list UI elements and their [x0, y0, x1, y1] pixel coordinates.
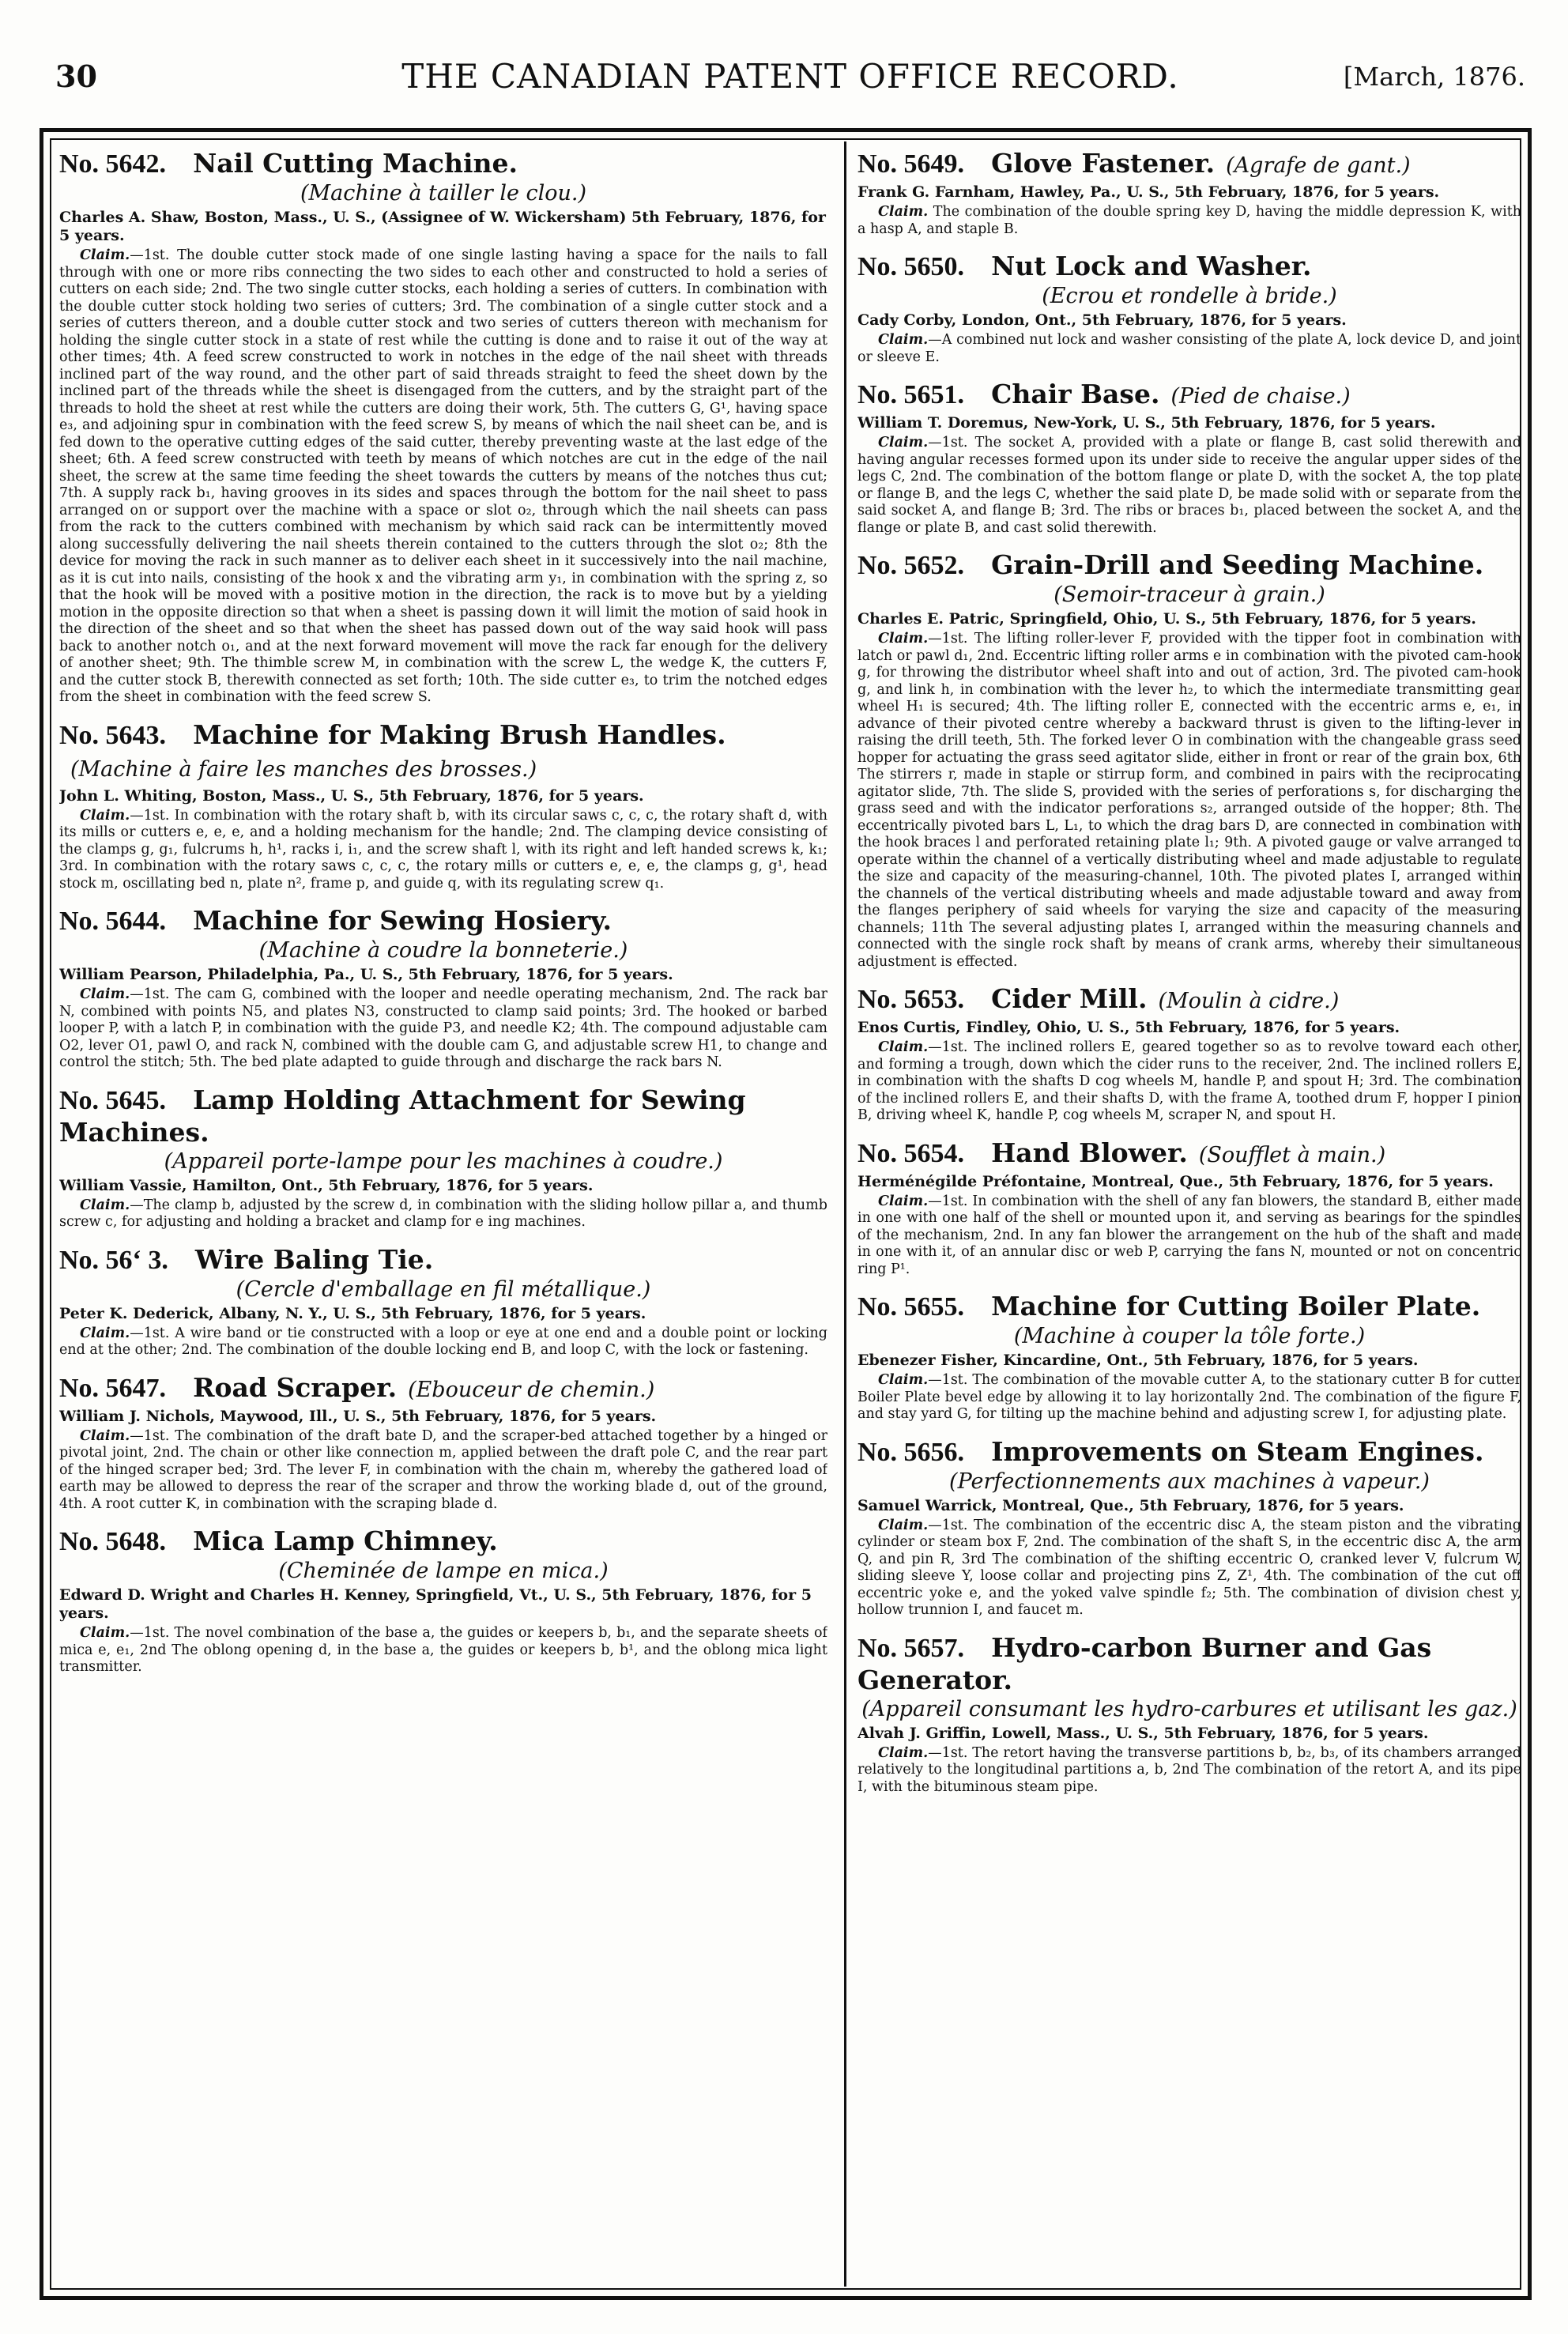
patent-entry	[858, 983, 1521, 1125]
page-title: THE CANADIAN PATENT OFFICE RECORD.	[401, 57, 1179, 96]
patentee-line: Charles E. Patric, Springfield, Ohio, U. S., 5th February, 1876, for 5 years.	[858, 610, 1476, 628]
patent-entry	[858, 251, 1521, 366]
claim-text	[59, 1625, 827, 1676]
claim-text	[59, 1197, 827, 1231]
claim-label: Claim.	[878, 204, 929, 220]
claim-label: Claim.	[878, 435, 929, 451]
patent-entry	[858, 1632, 1521, 1797]
patent-entry	[858, 148, 1521, 238]
patent-entry	[858, 1137, 1521, 1279]
patent-title: Glove Fastener.	[991, 148, 1216, 179]
patent-entry	[59, 148, 827, 707]
entry-heading	[858, 1632, 1521, 1696]
claim-body: —1st. The lifting roller-lever F, provided with the tipper foot in combination with latch or pawl d₁, 2nd. Eccentric lifting roller arms e in combination with the pivoted cam-hook g, for throwing the distributor wheel shaft into and out of action, 3rd. The pivoted cam-hook g, and link h, in combination with the lever h₂, to which the intermediate transmitting gear wheel H₁ is secured; 4th. The lifting roller E, connected with the eccentric arms e, e₁, in advance of their pivoted centre whereby a backward thrust is given to the lifting-lever in raising the drill teeth, 5th. The forked lever O in combination with the changeable grass seed hopper for actuating the grass seed agitator slide, either in front or rear of the grain box, 6th The stirrers r, made in staple or stirrup form, and combined in pairs with the reciprocating agitator slide, 7th. The slide S, provided with the series of perforations s, for discharging the grass seed and with the indicator perforations s₂, arranged outside of the hopper; 8th. The eccentrically pivoted bars L, L₁, to which the drag bars D, are connected in combination with the hook braces l and perforated retaining plate l₁; 9th. A pivoted gauge or valve arranged to operate within the channel of a vertically distributing wheel and made adjustable to regulate the size and capacity of the measuring-channel, 10th. The pivoted plates I, arranged within the channels of the vertical distributing wheels and made adjustable toward and away from the flanges periphery of said wheels for varying the size and capacity of the measuring channels; 11th The several adjusting plates I, arranged within the measuring channels and connected with the single rock shaft by means of crank arms, whereby their simultaneous adjustment is effected.	[858, 631, 1521, 970]
patent-entry	[59, 719, 827, 893]
patentee-line: Edward D. Wright and Charles H. Kenney, Springfield, Vt., U. S., 5th February, 1876, for 5 years.	[59, 1586, 812, 1622]
claim-text	[858, 332, 1521, 366]
patent-number: No. 5657.	[858, 1633, 965, 1663]
patent-entry	[59, 1372, 827, 1514]
page-number: 30	[55, 58, 97, 94]
patentee-line: John L. Whiting, Boston, Mass., U. S., 5th February, 1876, for 5 years.	[59, 786, 644, 805]
patent-title: Nut Lock and Washer.	[991, 251, 1312, 281]
french-title: (Perfectionnements aux machines à vapeur.)	[949, 1469, 1430, 1494]
patent-entry	[59, 1084, 827, 1231]
patent-number: No. 5655.	[858, 1292, 965, 1322]
french-title: (Machine à coudre la bonneterie.)	[258, 938, 628, 963]
page-frame	[40, 128, 1532, 2300]
issue-date: [March, 1876.	[1343, 62, 1525, 92]
claim-body: —1st. The combination of the draft bate D, and the scraper-bed attached together by a hinged or pivotal joint, 2nd. The chain or other like connection m, applied between the draft pole C, and the rear part of the hinged scraper bed; 3rd. The lever F, in combination with the chain m, whereby the gathered load of earth may be allowed to depress the rear of the scraper and throw the working blade d, out of the ground, 4th. A root cutter K, in combination with the scraping blade d.	[59, 1427, 827, 1512]
claim-text	[858, 435, 1521, 537]
patentee-line: Ebenezer Fisher, Kincardine, Ont., 5th February, 1876, for 5 years.	[858, 1352, 1419, 1369]
claim-text	[858, 1372, 1521, 1423]
patent-title: Cider Mill.	[991, 983, 1148, 1014]
patent-number: No. 5645.	[59, 1085, 167, 1115]
entry-heading	[59, 1244, 827, 1276]
patent-title: Nail Cutting Machine.	[193, 148, 518, 179]
entry-heading	[858, 983, 1521, 1017]
claim-body: The combination of the double spring key D, having the middle depression K, with a hasp A, and staple B.	[858, 204, 1521, 237]
claim-label: Claim.	[80, 1197, 130, 1213]
claim-body: —1st. A wire band or tie constructed with a loop or eye at one end and a double point or locking end at the other; 2nd. The combination of the double locking end B, and loop C, with the lock or fastening.	[59, 1325, 827, 1358]
patentee-line: Alvah J. Griffin, Lowell, Mass., U. S., 5th February, 1876, for 5 years.	[858, 1724, 1429, 1742]
patent-number: No. 5644.	[59, 907, 167, 936]
patent-number: No. 5649.	[858, 149, 965, 179]
patentee-line: Charles A. Shaw, Boston, Mass., U. S., (Assignee of W. Wickersham) 5th February, 1876, for 5 years.	[59, 209, 826, 244]
entry-heading	[59, 1084, 827, 1148]
entry-heading	[858, 251, 1521, 283]
patent-entry	[858, 549, 1521, 971]
claim-text	[858, 1518, 1521, 1619]
claim-body: —1st. The novel combination of the base a, the guides or keepers b, b₁, and the separate sheets of mica e, e₁, 2nd The oblong opening d, in the base a, the guides or keepers b, b¹, and the oblong mica light transmitter.	[59, 1625, 827, 1675]
patent-entry	[59, 1525, 827, 1676]
patent-entry	[858, 1291, 1521, 1423]
patentee-line: William J. Nichols, Maywood, Ill., U. S., 5th February, 1876, for 5 years.	[59, 1407, 657, 1425]
claim-label: Claim.	[878, 1372, 929, 1388]
claim-label: Claim.	[80, 1325, 130, 1341]
patent-number: No. 5650.	[858, 252, 965, 281]
patent-title: Machine for Making Brush Handles.	[193, 718, 726, 750]
entry-heading	[59, 1372, 827, 1406]
patentee-line: William Vassie, Hamilton, Ont., 5th February, 1876, for 5 years.	[59, 1176, 594, 1194]
claim-label: Claim.	[878, 631, 929, 647]
patentee-line: Herménégilde Préfontaine, Montreal, Que., 5th February, 1876, for 5 years.	[858, 1172, 1494, 1190]
claim-body: —1st. The inclined rollers E, geared together so as to revolve toward each other, and forming a trough, down which the cider runs to the receiver, 2nd. The inclined rollers E, in combination with the shafts D cog wheels M, handle P, and spout H; 3rd. The combination of the inclined rollers E, and their shafts D, with the frame A, toothed drum F, hopper I pinion B, driving wheel K, handle P, cog wheels M, scraper N, and spout H.	[858, 1039, 1521, 1123]
patent-title: Machine for Sewing Hosiery.	[193, 905, 612, 936]
patent-title: Improvements on Steam Engines.	[991, 1435, 1484, 1467]
claim-body: —1st. The cam G, combined with the looper and needle operating mechanism, 2nd. The rack bar N, combined with points N5, and plates N3, constructed to clamp said points; 3rd. The hooked or barbed looper P, with a latch P, in combination with the guide P3, and needle K2; 4th. The compound adjustable cam O2, lever O1, pawl O, and rack N, combined with the double cam G, and adjustable screw H1, to change and control the stitch; 5th. The bed plate adapted to guide through and discharge the rack bars N.	[59, 986, 827, 1070]
french-title: (Cheminée de lampe en mica.)	[278, 1559, 609, 1583]
patentee-line: Samuel Warrick, Montreal, Que., 5th February, 1876, for 5 years.	[858, 1496, 1404, 1514]
claim-body: —1st. In combination with the shell of any fan blowers, the standard B, either made in one with one half of the shell or mounted upon it, and serving as bearings for the spindles of the mechanism, 2nd. In any fan blower the arrangement on the hub of the shaft and made in one with it, of an annular disc or web P, carrying the fans N, mounted or not on concentric ring P¹.	[858, 1193, 1521, 1277]
left-column	[59, 148, 827, 2280]
claim-label: Claim.	[878, 1744, 929, 1761]
patent-title: Hydro-carbon Burner and Gas Generator.	[858, 1631, 1432, 1695]
entry-heading	[858, 549, 1521, 582]
french-title: (Soufflet à main.)	[1198, 1142, 1386, 1167]
french-title: (Machine à couper la tôle forte.)	[1013, 1324, 1366, 1348]
patent-number: No. 5653.	[858, 985, 965, 1014]
claim-body: —1st. The socket A, provided with a plate or flange B, cast solid therewith and having angular recesses formed upon its under side to receive the angular upper sides of the legs C, 2nd. The combination of the bottom flange or plate D, with the socket A, the top plate or flange B, and the legs C, whether the said plate D, be made solid with or separate from the said socket A, and flange B; 3rd. The ribs or braces b₁, placed between the socket A, and the flange or plate B, and cast solid therewith.	[858, 435, 1521, 536]
patentee-line: Cady Corby, London, Ont., 5th February, 1876, for 5 years.	[858, 311, 1347, 329]
claim-text	[858, 631, 1521, 971]
claim-body: —1st. The double cutter stock made of one single lasting having a space for the nails to fall through with one or more ribs connecting the two sides to each other and constructed to hold a series of cutters on each side; 2nd. The two single cutter stocks, each holding a series of cutters. In combination with the double cutter stock holding two series of cutters; 3rd. The combination of a single cutter stock and a series of cutters thereon, and a double cutter stock and two series of cutters thereon with mechanism for holding the single cutter stock in a state of rest while the cutting is done and to raise it out of the way at other times; 4th. A feed screw constructed to work in notches in the edge of the nail sheet with threads inclined part of the way round, and the other part of said threads straight to feed the sheet down by the inclined part of the threads while the sheet is disengaged from the cutters, and by the straight part of the threads to hold the sheet at rest while the cutters are doing their work, 5th. The cutters G, G¹, having space e₃, and adjoining spur in combination with the feed screw S, by means of which the nail sheet can be, and is fed down to the operative cutting edges of the said cutter, thereby preventing waste at the last edge of the sheet; 6th. A feed screw constructed with teeth by means of which notches are cut in the edge of the nail sheet, the screw at the same time feeding the sheet towards the cutters by means of the notches thus cut; 7th. A supply rack b₁, having grooves in its sides and spaces through the bottom for the nail sheet to pass arranged on or support over the machine with a space or slot o₂, through which the nail sheets can pass from the rack to the cutters combined with mechanism by which said rack can be intermittently moved along successfully delivering the nail sheets therein contained to the cutters through the slot o₂; 8th the device for moving the rack in such manner as to deliver each sheet in it successively into the nail machine, as it is cut into nails, consisting of the hook x and the vibrating arm y₁, in combination with the spring z, so that the hook will be moved with a positive motion in the direction, the rack is to move but by a yielding motion in the opposite direction so that when a sheet is passing down it will limit the motion of said hook in the direction of the sheet and so that when the sheet has passed down out of the way said hook will pass back to another notch o₁, and at the next forward movement will move the rack far enough for the delivery of another sheet; 9th. The thimble screw M, in combination with the screw L, the wedge K, the cutters F, and the cutter stock B, therewith connected as set forth; 10th. The side cutter e₃, to trim the notched edges from the sheet in combination with the feed screw S.	[59, 247, 827, 705]
claim-label: Claim.	[878, 332, 929, 348]
claim-text	[858, 1039, 1521, 1125]
right-column	[858, 148, 1521, 2280]
french-title: (Cercle d'emballage en fil métallique.)	[236, 1276, 651, 1302]
claim-label: Claim.	[80, 807, 130, 824]
claim-body: —1st. The retort having the transverse partitions b, b₂, b₃, of its chambers arranged relatively to the longitudinal partitions a, b, 2nd The combination of the retort A, and its pipe I, with the bituminous steam pipe.	[858, 1744, 1521, 1795]
patent-number: No. 56‘ 3.	[59, 1245, 168, 1275]
french-title: (Moulin à cidre.)	[1158, 989, 1340, 1013]
claim-label: Claim.	[878, 1193, 929, 1209]
claim-text	[858, 1745, 1521, 1797]
claim-body: —The clamp b, adjusted by the screw d, in combination with the sliding hollow pillar a, and thumb screw c, for adjusting and holding a bracket and clamp for e ing machines.	[59, 1197, 827, 1230]
patent-number: No. 5651.	[858, 380, 965, 409]
claim-body: —A combined nut lock and washer consisting of the plate A, lock device D, and joint or sleeve E.	[858, 332, 1521, 365]
entry-heading	[858, 148, 1521, 182]
french-title: (Agrafe de gant.)	[1226, 153, 1411, 178]
patentee-line: Peter K. Dederick, Albany, N. Y., U. S., 5th February, 1876, for 5 years.	[59, 1304, 646, 1322]
patentee-line: William Pearson, Philadelphia, Pa., U. S., 5th February, 1876, for 5 years.	[59, 966, 673, 983]
patent-title: Lamp Holding Attachment for Sewing Machines.	[59, 1084, 746, 1148]
page-header	[55, 54, 1525, 101]
patentee-line: Enos Curtis, Findley, Ohio, U. S., 5th February, 1876, for 5 years.	[858, 1019, 1400, 1036]
claim-label: Claim.	[80, 986, 130, 1002]
claim-text	[59, 1325, 827, 1359]
patent-entry	[858, 1436, 1521, 1619]
patent-number: No. 5652.	[858, 551, 965, 580]
entry-heading	[858, 1436, 1521, 1469]
patent-title: Wire Baling Tie.	[194, 1243, 434, 1275]
french-title: (Machine à faire les manches des brosses.)	[70, 756, 537, 782]
patent-entry	[59, 905, 827, 1072]
patent-title: Grain-Drill and Seeding Machine.	[991, 549, 1484, 580]
patentee-line: William T. Doremus, New-York, U. S., 5th February, 1876, for 5 years.	[858, 414, 1436, 432]
entry-heading	[59, 148, 827, 180]
patent-title: Chair Base.	[991, 379, 1160, 409]
claim-text	[59, 247, 827, 707]
patent-number: No. 5643.	[59, 720, 167, 750]
french-title: (Semoir-traceur à grain.)	[1054, 583, 1325, 607]
french-title: (Pied de chaise.)	[1170, 384, 1351, 409]
french-title: (Appareil porte-lampe pour les machines à coudre.)	[164, 1148, 723, 1174]
french-title: (Machine à tailler le clou.)	[300, 181, 587, 205]
patent-number: No. 5654.	[858, 1138, 965, 1168]
claim-label: Claim.	[80, 247, 130, 263]
patent-entry	[59, 1244, 827, 1359]
french-title: (Ebouceur de chemin.)	[408, 1377, 655, 1402]
claim-label: Claim.	[878, 1039, 929, 1055]
claim-text	[858, 1193, 1521, 1279]
claim-body: —1st. The combination of the movable cutter A, to the stationary cutter B for cutter Boiler Plate bevel edge by allowing it to lay horizontally 2nd. The combination of the figure F, and stay yard G, for tilting up the machine behind and adjusting screw I, for adjusting plate.	[858, 1372, 1521, 1422]
patent-number: No. 5642.	[59, 149, 167, 179]
patent-number: No. 5656.	[858, 1437, 965, 1467]
patent-entry	[858, 379, 1521, 537]
claim-label: Claim.	[878, 1517, 929, 1533]
entry-heading	[858, 379, 1521, 413]
claim-label: Claim.	[80, 1625, 130, 1641]
patent-title: Road Scraper.	[193, 1371, 398, 1403]
patent-title: Hand Blower.	[991, 1137, 1188, 1168]
claim-text	[59, 986, 827, 1072]
column-divider	[844, 141, 846, 2287]
claim-text	[59, 1428, 827, 1514]
claim-text	[59, 808, 827, 893]
patent-title: Mica Lamp Chimney.	[193, 1525, 498, 1556]
patentee-line: Frank G. Farnham, Hawley, Pa., U. S., 5th February, 1876, for 5 years.	[858, 183, 1440, 201]
claim-body: —1st. The combination of the eccentric disc A, the steam piston and the vibrating cylinder or steam box F, 2nd. The combination of the shaft S, in the eccentric disc A, the arm Q, and pin R, 3rd The combination of the shifting eccentric O, cranked lever V, fulcrum W, sliding sleeve Y, loose collar and projecting pins Z, Z¹, 4th. The combination of the cut off eccentric yoke e, and the yoked valve spindle f₂; 5th. The combination of division chest y, hollow trunnion I, and faucet m.	[858, 1517, 1521, 1618]
entry-heading	[858, 1137, 1521, 1171]
french-title: (Appareil consumant les hydro-carbures et utilisant les gaz.)	[861, 1696, 1517, 1721]
claim-text	[858, 204, 1521, 238]
entry-heading	[59, 1525, 827, 1558]
french-title: (Ecrou et rondelle à bride.)	[1042, 284, 1337, 308]
entry-heading	[858, 1291, 1521, 1323]
entry-heading	[59, 719, 827, 786]
entry-heading	[59, 905, 827, 937]
claim-body: —1st. In combination with the rotary shaft b, with its circular saws c, c, c, the rotary shaft d, with its mills or cutters e, e, e, and a holding mechanism for the handle; 2nd. The clamping device consisting of the clamps g, g₁, fulcrums h, h¹, racks i, i₁, and the screw shaft l, with its right and left handed screws k, k₁; 3rd. In combination with the rotary saws c, c, c, the rotary mills or cutters e, e, e, the clamps g, g¹, head stock m, oscillating bed n, plate n², frame p, and guide q, with its regulating screw q₁.	[59, 807, 827, 892]
patent-number: No. 5647.	[59, 1373, 167, 1403]
claim-label: Claim.	[80, 1427, 130, 1444]
patent-number: No. 5648.	[59, 1527, 167, 1556]
patent-title: Machine for Cutting Boiler Plate.	[991, 1291, 1481, 1322]
